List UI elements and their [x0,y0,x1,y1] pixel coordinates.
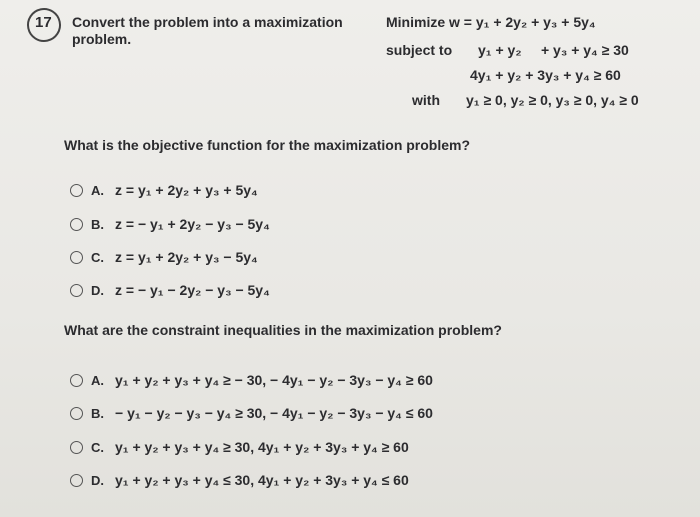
with-label: with [412,92,440,108]
radio-circle-icon[interactable] [70,407,83,420]
radio-circle-icon[interactable] [70,251,83,264]
prompt-line-2: problem. [72,31,132,47]
radio-circle-icon[interactable] [70,218,83,231]
option-letter: C. [91,249,104,265]
constraint-1: y₁ + y₂ + y₃ + y₄ ≥ 30 [478,42,629,58]
q1-option-c[interactable] [70,246,258,268]
q1-option-b[interactable] [70,213,270,235]
radio-circle-icon[interactable] [70,184,83,197]
option-letter: A. [91,182,104,198]
radio-circle-icon[interactable] [70,284,83,297]
q2-option-b[interactable] [70,402,433,424]
option-letter: B. [91,405,104,421]
option-expression: z = y₁ + 2y₂ + y₃ + 5y₄ [115,182,258,198]
question-2-text: What are the constraint inequalities in the maximization problem? [64,322,502,338]
option-letter: B. [91,216,104,232]
option-letter: C. [91,439,104,455]
option-expression: z = − y₁ + 2y₂ − y₃ − 5y₄ [115,216,270,232]
option-letter: D. [91,282,104,298]
radio-circle-icon[interactable] [70,474,83,487]
radio-circle-icon[interactable] [70,374,83,387]
option-expression: y₁ + y₂ + y₃ + y₄ ≤ 30, 4y₁ + y₂ + 3y₃ + y₄ ≤ 60 [115,472,409,488]
objective-function: Minimize w = y₁ + 2y₂ + y₃ + 5y₄ [386,14,596,30]
constraint-2: 4y₁ + y₂ + 3y₃ + y₄ ≥ 60 [470,67,621,83]
prompt-line-1: Convert the problem into a maximization [72,14,343,30]
q2-option-c[interactable] [70,436,409,458]
option-expression: z = y₁ + 2y₂ + y₃ − 5y₄ [115,249,258,265]
nonnegativity-constraints: y₁ ≥ 0, y₂ ≥ 0, y₃ ≥ 0, y₄ ≥ 0 [466,92,639,108]
q2-option-a[interactable] [70,369,433,391]
option-expression: − y₁ − y₂ − y₃ − y₄ ≥ 30, − 4y₁ − y₂ − 3y₃ − y₄ ≤ 60 [115,405,433,421]
radio-circle-icon[interactable] [70,441,83,454]
problem-prompt [72,14,372,48]
option-letter: D. [91,472,104,488]
option-expression: y₁ + y₂ + y₃ + y₄ ≥ − 30, − 4y₁ − y₂ − 3y₃ − y₄ ≥ 60 [115,372,433,388]
option-expression: z = − y₁ − 2y₂ − y₃ − 5y₄ [115,282,270,298]
q1-option-a[interactable] [70,179,258,201]
question-1-text: What is the objective function for the maximization problem? [64,137,471,153]
subject-to-label: subject to [386,42,453,58]
q2-option-d[interactable] [70,469,409,491]
q1-option-d[interactable] [70,279,270,301]
question-number: 17 [35,14,52,31]
option-letter: A. [91,372,104,388]
option-expression: y₁ + y₂ + y₃ + y₄ ≥ 30, 4y₁ + y₂ + 3y₃ + y₄ ≥ 60 [115,439,409,455]
